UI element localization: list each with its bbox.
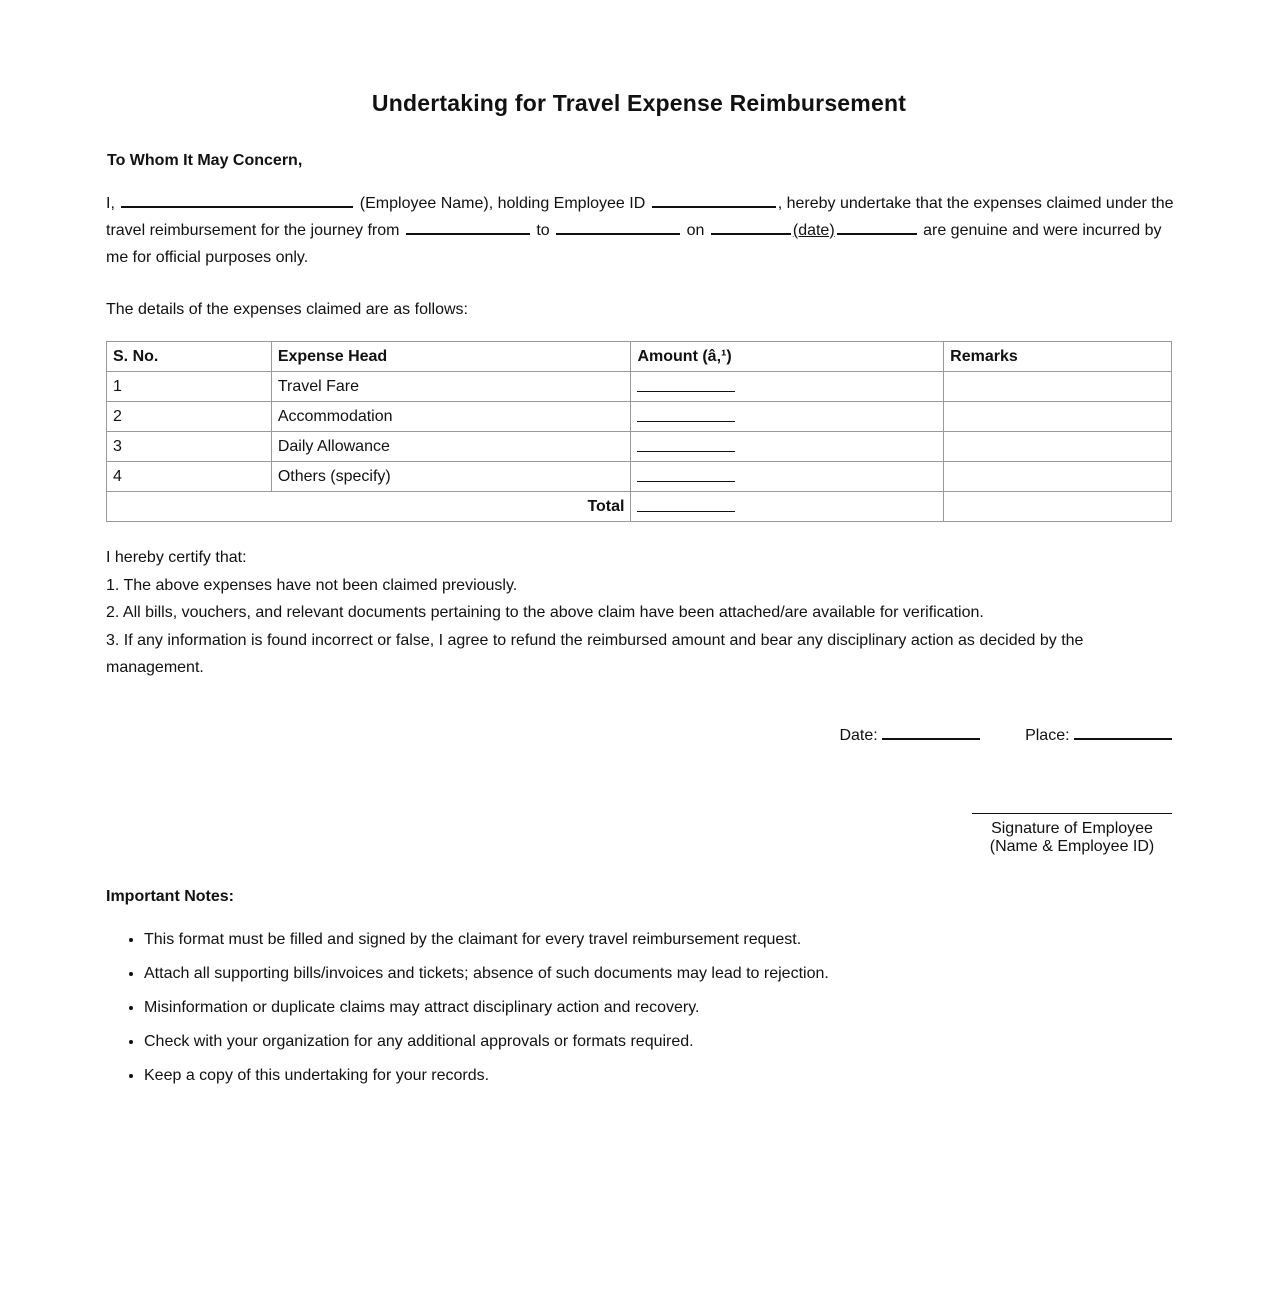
- cell-sno: 3: [107, 432, 272, 462]
- table-header-row: [107, 342, 1172, 372]
- cell-expense-head: Accommodation: [271, 402, 631, 432]
- signature-block[interactable]: [972, 813, 1172, 856]
- list-item: • Keep a copy of this undertaking for your records.: [144, 1059, 1144, 1093]
- cell-remarks[interactable]: [944, 372, 1172, 402]
- cell-remarks[interactable]: [944, 402, 1172, 432]
- date-label: Date:: [839, 727, 878, 744]
- certify-intro: I hereby certify that:: [106, 549, 247, 566]
- place-label: Place:: [1025, 727, 1070, 744]
- cell-amount[interactable]: [631, 432, 944, 462]
- amount-blank[interactable]: [637, 377, 735, 392]
- list-item: • This format must be filled and signed by the claimant for every travel reimbursement request.: [144, 923, 1144, 957]
- table-row: [107, 432, 1172, 462]
- table-total-row: [107, 492, 1172, 522]
- total-amount-blank[interactable]: [637, 497, 735, 512]
- genuine-text: are genuine and were incurred by me for official purposes only.: [106, 222, 1162, 266]
- certification-section: [106, 544, 1106, 682]
- signature-line2: (Name & Employee ID): [989, 838, 1155, 855]
- cell-expense-head: Daily Allowance: [271, 432, 631, 462]
- cell-amount[interactable]: [631, 402, 944, 432]
- undertake-text: , hereby undertake that the expenses claimed under the travel reimbursement for the journey from: [106, 195, 1174, 239]
- amount-blank[interactable]: [637, 407, 735, 422]
- amount-blank[interactable]: [637, 467, 735, 482]
- journey-from-blank[interactable]: [406, 221, 530, 235]
- cell-amount[interactable]: [631, 372, 944, 402]
- employee-name-blank[interactable]: [121, 194, 353, 208]
- cell-expense-head: Others (specify): [271, 462, 631, 492]
- to-label: to: [536, 222, 550, 239]
- header-amount: Amount (â‚¹): [631, 342, 944, 372]
- cell-remarks[interactable]: [944, 462, 1172, 492]
- signature-line1: Signature of Employee: [991, 820, 1153, 837]
- table-row: [107, 462, 1172, 492]
- details-intro: The details of the expenses claimed are as follows:: [106, 301, 468, 318]
- list-item: • Misinformation or duplicate claims may attract disciplinary action and recovery.: [144, 991, 1144, 1025]
- on-label: on: [686, 222, 705, 239]
- header-remarks: Remarks: [944, 342, 1172, 372]
- list-item: • Attach all supporting bills/invoices and tickets; absence of such documents may lead to rejection.: [144, 957, 1144, 991]
- salutation: To Whom It May Concern,: [107, 152, 303, 169]
- undertaking-paragraph: [106, 190, 1176, 271]
- cell-sno: 2: [107, 402, 272, 432]
- date-place-row: [839, 724, 1172, 745]
- notes-title: Important Notes:: [106, 888, 234, 905]
- notes-list: [106, 923, 1144, 1093]
- employee-id-blank[interactable]: [652, 194, 776, 208]
- table-row: [107, 402, 1172, 432]
- header-sno: S. No.: [107, 342, 272, 372]
- date-label: (date): [792, 222, 835, 239]
- cell-amount[interactable]: [631, 462, 944, 492]
- table-row: [107, 372, 1172, 402]
- list-item: • Check with your organization for any additional approvals or formats required.: [144, 1025, 1144, 1059]
- certify-item: 2. All bills, vouchers, and relevant documents pertaining to the above claim have been attached/are available for verification.: [106, 604, 984, 621]
- place-blank[interactable]: [1074, 724, 1172, 740]
- journey-to-blank[interactable]: [556, 221, 680, 235]
- employee-name-label: (Employee Name), holding Employee ID: [359, 195, 646, 212]
- cell-expense-head: Travel Fare: [271, 372, 631, 402]
- para-i: I,: [106, 195, 115, 212]
- date-blank-left[interactable]: [711, 221, 791, 235]
- cell-total-remarks[interactable]: [944, 492, 1172, 522]
- cell-remarks[interactable]: [944, 432, 1172, 462]
- cell-total-amount[interactable]: [631, 492, 944, 522]
- document-title: Undertaking for Travel Expense Reimbursement: [371, 90, 907, 116]
- cell-sno: 1: [107, 372, 272, 402]
- amount-blank[interactable]: [637, 437, 735, 452]
- header-expense-head: Expense Head: [271, 342, 631, 372]
- total-label: Total: [107, 492, 631, 522]
- certify-item: 3. If any information is found incorrect or false, I agree to refund the reimbursed amount and bear any disciplinary action as decided by the management.: [106, 631, 1084, 676]
- date-blank[interactable]: [882, 724, 980, 740]
- date-blank-right[interactable]: [837, 221, 917, 235]
- cell-sno: 4: [107, 462, 272, 492]
- expense-table: [106, 341, 1172, 522]
- certify-item: 1. The above expenses have not been claimed previously.: [106, 576, 518, 594]
